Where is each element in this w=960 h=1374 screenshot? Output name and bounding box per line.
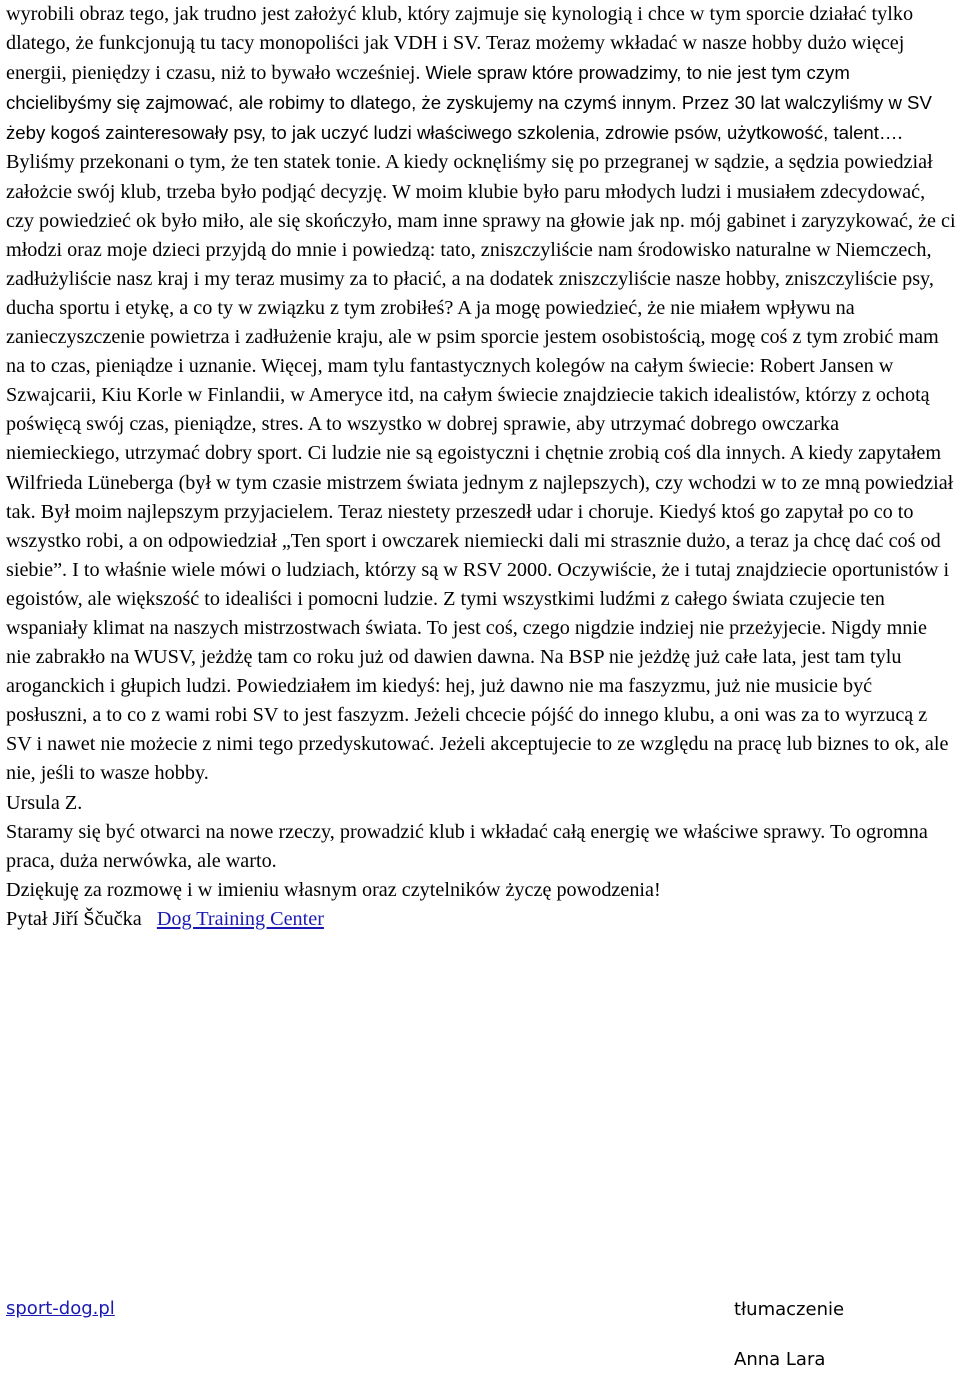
speaker-name: Ursula Z. bbox=[6, 791, 83, 814]
page-footer bbox=[6, 1298, 956, 1374]
document-body bbox=[6, 0, 956, 934]
article-paragraph bbox=[6, 0, 956, 789]
dog-training-center-link[interactable]: Dog Training Center bbox=[156, 907, 324, 930]
sport-dog-link[interactable]: sport-dog.pl bbox=[6, 1298, 115, 1319]
thanks-paragraph: Dziękuję za rozmowę i w imieniu własnym oraz czytelników życzę powodzenia! bbox=[6, 878, 661, 901]
signature-line bbox=[6, 905, 956, 934]
article-text-sans: Wiele spraw które prowadzimy, to nie jest tym czym chcielibyśmy się zajmować, ale robimy to dlatego, że zyskujemy na czymś innym. Przez 30 lat walczyliśmy w SV żeby kogoś zainteresowały psy, to jak uczyć ludzi właściwego szkolenia, zdrowie psów, użytkowość, talent… bbox=[6, 62, 932, 144]
translator-name: Anna Lara bbox=[734, 1349, 826, 1370]
article-text-intro: wyrobili obraz tego, jak trudno jest założyć klub, który zajmuje się kynologią i chce w tym sporcie działać tylko dlatego, że funkcjonują tu tacy monopoliści jak VDH i SV. Teraz możemy wkładać w nasze hobby dużo więcej energii, pieniędzy i czasu, niż to bywało wcześniej. bbox=[6, 3, 914, 85]
translation-credit bbox=[734, 1298, 844, 1372]
article-text-continued: . Byliśmy przekonani o tym, że ten statek tonie. A kiedy ocknęliśmy się po przegranej w sądzie, a sędzia powiedział założcie swój klub, trzeba było podjąć decyzję. W moim klubie było paru młodych ludzi i musiałem zdecydować, czy powiedzieć ok było miło, ale się skończyło, mam inne sprawy na głowie jak np. mój gabinet i zaryzykować, że ci młodzi oraz moje dzieci przyjdą do mnie i powiedzą: tato, zniszczyliście nam środowisko naturalne w Niemczech, zadłużyliście nasz kraj i my teraz musimy za to płacić, a na dodatek zniszczyliście nasze hobby, zniszczyliście psy, ducha sportu i etykę, a co ty w związku z tym zrobiłeś? A ja mogę powiedzieć, że nie miałem wpływu na zanieczyszczenie powietrza i zadłużenie kraju, ale w psim sporcie jestem osobistością, mogę coś z tym zrobić mam na to czas, pieniądze i uznanie. Więcej, mam tylu fantastycznych kolegów na całym świecie: Robert Jansen w Szwajcarii, Kiu Korle w Finlandii, w Ameryce itd, na całym świecie znajdziecie takich idealistów, którzy z ochotą poświęcą swój czas, pieniądze, stres. A to wszystko w dobrej sprawie, aby utrzymać dobrego owczarka niemieckiego, utrzymać dobry sport. Ci ludzie nie są egoistyczni i chętnie zrobią coś dla innych. A kiedy zapytałem Wilfrieda Lüneberga (był w tym czasie mistrzem świata jednym z najlepszych), czy wchodzi w to ze mną powiedział tak. Był moim najlepszym przyjacielem. Teraz niestety przeszedł udar i choruje. Kiedyś ktoś go zapytał po co to wszystko robi, a on odpowiedział „Ten sport i owczarek niemiecki dali mi strasznie dużo, a teraz ja chcę dać coś od siebie”. I to właśnie wiele mówi o ludziach, którzy są w RSV 2000. Oczywiście, że i tutaj znajdziecie oportunistów i egoistów, ale większość to idealiści i pomocni ludzie. Z tymi wszystkimi ludźmi z całego świata czujecie ten wspaniały klimat na naszych mistrzostwach świata. To jest coś, czego nigdzie indziej nie przeżyjecie. Nigdy mnie nie zabrakło na WUSV, jeżdżę tam co roku już od dawien dawna. Na BSP nie jeżdżę już całe lata, jest tam tylu aroganckich i głupich ludzi. Powiedziałem im kiedyś: hej, już dawno nie ma faszyzmu, już nie musicie być posłuszni, a to co z wami robi SV to jest faszyzm. Jeżeli chcecie pójść do innego klubu, a oni was za to wyrzucą z SV i nawet nie możecie z nimi tego przedyskutować. Jeżeli akceptujecie to ze względu na pracę lub biznes to ok, ale nie, jeśli to wasze hobby. bbox=[6, 122, 956, 785]
signature-prefix: Pytał Jiří Ščučka bbox=[6, 907, 142, 930]
translation-label: tłumaczenie bbox=[734, 1299, 845, 1320]
speaker-paragraph: Staramy się być otwarci na nowe rzeczy, prowadzić klub i wkładać całą energię we właściwe sprawy. To ogromna praca, duża nerwówka, ale warto. bbox=[6, 820, 928, 872]
